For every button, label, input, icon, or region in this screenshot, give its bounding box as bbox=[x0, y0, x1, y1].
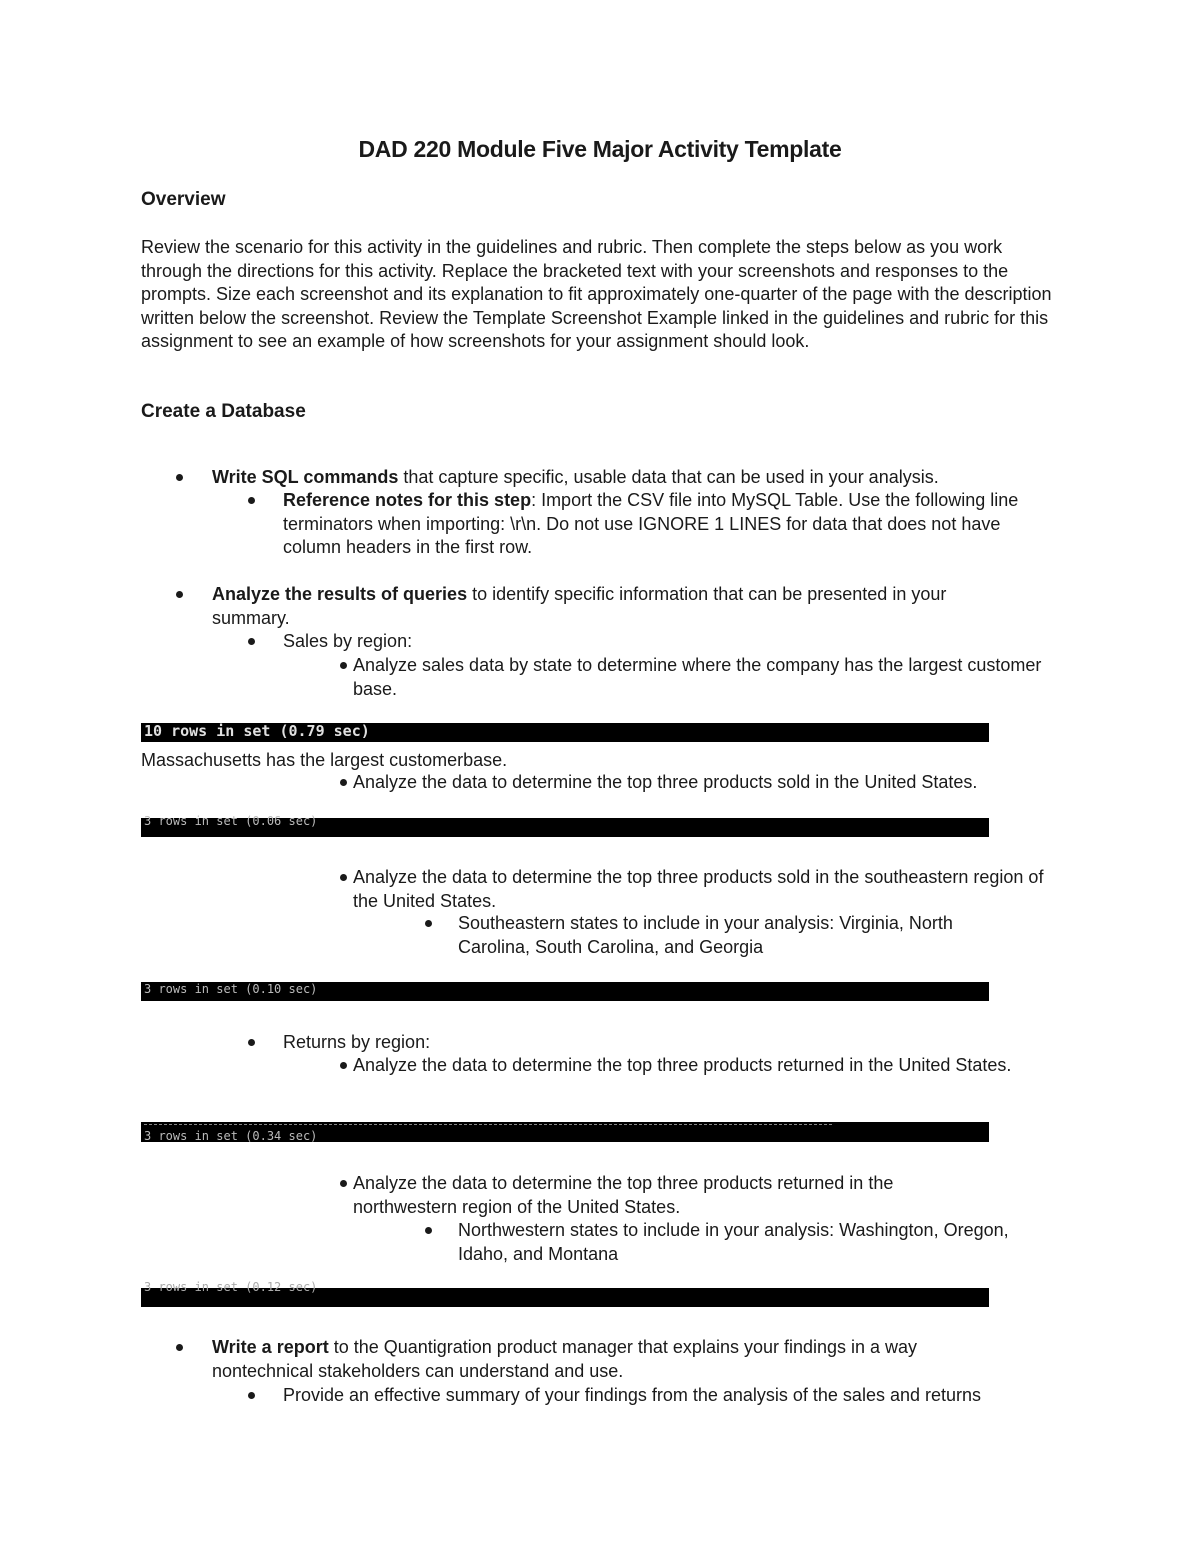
returns-by-region: Returns by region: bbox=[283, 1032, 431, 1052]
analyze-item bbox=[212, 583, 1022, 630]
analyze-text: to identify specific information that can be presented in your summary. bbox=[212, 584, 947, 628]
bullet-icon bbox=[248, 638, 255, 645]
overview-heading: Overview bbox=[141, 189, 226, 210]
reference-notes-item bbox=[283, 489, 1063, 560]
sales-state-item: Analyze sales data by state to determine where the company has the largest customer base. bbox=[353, 655, 1042, 699]
write-sql-text: that capture specific, usable data that can be used in your analysis. bbox=[398, 467, 939, 487]
write-sql-item bbox=[212, 466, 1062, 490]
report-item bbox=[212, 1336, 1012, 1383]
overview-text: Review the scenario for this activity in the guidelines and rubric. Then complete the steps below as you work through the directions for this activity. Replace the bracketed text with your screenshots and responses to the prompts. Size each screenshot and its explanation to fit approximately one-quarter of the page with the description written below the screenshot. Review the Template Screenshot Example linked in the guidelines and rubric for this assignment to see an example of how screenshots for your assignment should look. bbox=[141, 237, 1052, 351]
top3-us-item: Analyze the data to determine the top three products sold in the United States. bbox=[353, 772, 978, 792]
nw-states-item: Northwestern states to include in your analysis: Washington, Oregon, Idaho, and Montana bbox=[458, 1220, 1009, 1264]
se-states-item: Southeastern states to include in your analysis: Virginia, North Carolina, South Carolina, and Georgia bbox=[458, 913, 953, 957]
screenshot-5-text: 3 rows in set (0.12 sec) bbox=[144, 1280, 318, 1294]
report-bold: Write a report bbox=[212, 1337, 329, 1357]
ret-nw-item: Analyze the data to determine the top three products returned in the northwestern region of the United States. bbox=[353, 1173, 894, 1217]
create-database-heading: Create a Database bbox=[141, 401, 306, 422]
sales-by-region: Sales by region: bbox=[283, 631, 413, 651]
screenshot-4-border bbox=[144, 1124, 832, 1125]
bullet-icon bbox=[248, 1392, 255, 1399]
bullet-icon bbox=[248, 497, 255, 504]
screenshot-4-text: 3 rows in set (0.34 sec) bbox=[144, 1129, 318, 1143]
bullet-icon bbox=[248, 1039, 255, 1046]
summary-item: Provide an effective summary of your findings from the analysis of the sales and returns bbox=[283, 1385, 982, 1405]
top3-se-item: Analyze the data to determine the top three products sold in the southeastern region of the United States. bbox=[353, 867, 1044, 911]
bullet-icon bbox=[425, 920, 432, 927]
screenshot-2-text: 3 rows in set (0.06 sec) bbox=[144, 814, 318, 828]
report-text: to the Quantigration product manager that explains your findings in a way nontechnical stakeholders can understand and use. bbox=[212, 1337, 918, 1381]
screenshot-3-text: 3 rows in set (0.10 sec) bbox=[144, 982, 318, 996]
ret-us-item: Analyze the data to determine the top three products returned in the United States. bbox=[353, 1055, 1012, 1075]
bullet-icon bbox=[176, 591, 183, 598]
bullet-icon bbox=[340, 1180, 347, 1187]
bullet-icon bbox=[340, 1062, 347, 1069]
answer-1: Massachusetts has the largest customerbase. bbox=[141, 750, 508, 770]
page-title: DAD 220 Module Five Major Activity Template bbox=[358, 136, 842, 162]
screenshot-2 bbox=[141, 814, 989, 837]
bullet-icon bbox=[340, 662, 347, 669]
screenshot-1-text: 10 rows in set (0.79 sec) bbox=[144, 722, 370, 740]
bullet-icon bbox=[176, 1344, 183, 1351]
analyze-bold: Analyze the results of queries bbox=[212, 584, 468, 604]
bullet-icon bbox=[340, 779, 347, 786]
screenshot-1 bbox=[141, 723, 989, 742]
screenshot-5 bbox=[141, 1280, 989, 1307]
write-sql-bold: Write SQL commands bbox=[212, 467, 399, 487]
screenshot-4 bbox=[141, 1122, 989, 1142]
bullet-icon bbox=[340, 874, 347, 881]
screenshot-3 bbox=[141, 982, 989, 1001]
reference-notes-text: : Import the CSV file into MySQL Table. Use the following line terminators when importing: \r\n. Do not use IGNORE 1 LINES for data that does not have column headers in the first row. bbox=[283, 490, 1019, 557]
bullet-icon bbox=[425, 1227, 432, 1234]
bullet-icon bbox=[176, 474, 183, 481]
reference-notes-bold: Reference notes for this step bbox=[283, 490, 532, 510]
